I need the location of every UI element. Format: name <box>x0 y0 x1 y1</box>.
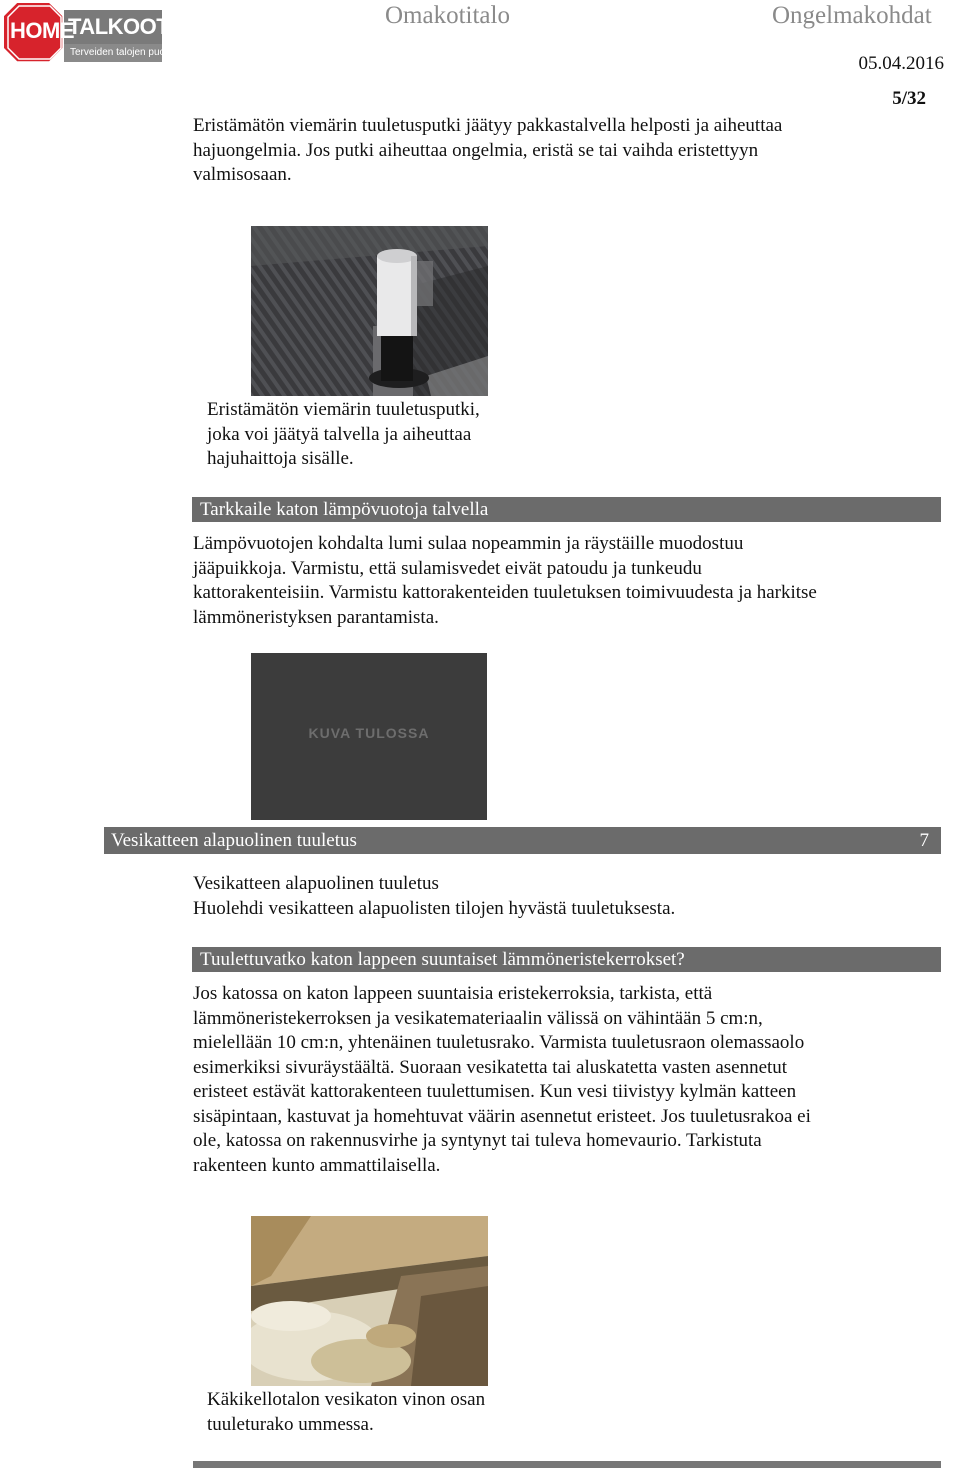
logo-word-home: HOME <box>10 18 74 43</box>
section2-line: Jos katossa on katon lappeen suuntaisia eristekerroksia, tarkista, että <box>193 983 713 1004</box>
subsection-heading: Vesikatteen alapuolinen tuuletus <box>193 873 439 894</box>
section2-line: sisäpintaan, kastuvat ja homehtuvat väärin asennetut eristeet. Jos tuuletusrakoa ei <box>193 1105 811 1127</box>
intro-paragraph <box>193 114 782 188</box>
section1-line: jääpuikkoja. Varmistu, että sulamisvedet eivät patoudu ja tunkeudu <box>193 557 702 579</box>
section1-line: Lämpövuotojen kohdalta lumi sulaa nopeammin ja räystäille muodostuu <box>193 533 744 554</box>
header-section: Ongelmakohdat <box>772 2 932 29</box>
section1-line: lämmöneristyksen parantamista. <box>193 606 439 628</box>
logo-word-talkoot: TALKOOT.FI <box>68 14 191 39</box>
image-placeholder <box>251 653 487 820</box>
section2-line: eristeet estävät kattorakenteen tuulettumisen. Kun vesi tiivistyy kylmän katteen <box>193 1081 797 1102</box>
intro-line: Eristämätön viemärin tuuletusputki jäätyy pakkastalvella helposti ja aiheuttaa <box>193 115 783 136</box>
subsection <box>193 872 675 921</box>
intro-line: valmisosaan. <box>193 164 292 185</box>
attic-photo-caption <box>207 1388 485 1437</box>
section1-line: kattorakenteisiin. Varmistu kattorakenteiden tuuletuksen toimivuudesta ja harkitse <box>193 582 817 603</box>
chapter-number: 7 <box>919 830 929 851</box>
section2-line: rakenteen kunto ammattilaisella. <box>193 1154 441 1176</box>
section2-line: lämmöneristekerroksen ja vesikatemateriaalin välissä on vähintään 5 cm:n, <box>193 1007 763 1029</box>
chapter-bar <box>104 827 941 854</box>
caption-line: Eristämätön viemärin tuuletusputki, <box>207 399 480 420</box>
section2-paragraph <box>193 982 811 1178</box>
chapter-title: Vesikatteen alapuolinen tuuletus <box>111 830 357 851</box>
section2-line: mielellään 10 cm:n, yhtenäinen tuuletusrako. Varmista tuuletusraon olemassaolo <box>193 1032 805 1053</box>
vent-pipe-photo <box>251 226 488 396</box>
section-heading-bar: Tuulettuvatko katon lappeen suuntaiset lämmöneristekerrokset? <box>192 947 941 972</box>
header-date: 05.04.2016 <box>858 53 944 74</box>
vent-pipe-caption <box>207 398 480 472</box>
caption-line: joka voi jäätyä talvella ja aiheuttaa <box>207 423 472 445</box>
hometalkoot-logo <box>4 2 191 64</box>
logo-tagline: Terveiden talojen puolesta <box>70 47 187 58</box>
section2-line: ole, katossa on rakennusvirhe ja syntynyt tai tuleva homevaurio. Tarkistuta <box>193 1130 762 1151</box>
caption-line: hajuhaittoja sisälle. <box>207 448 354 469</box>
attic-insulation-photo <box>251 1216 488 1386</box>
subsection-text: Huolehdi vesikatteen alapuolisten tilojen hyvästä tuuletuksesta. <box>193 897 676 919</box>
section-heading-bar: Tarkkaile katon lämpövuotoja talvella <box>192 497 941 522</box>
page-number: 5/32 <box>892 88 926 109</box>
caption-line: Käkikellotalon vesikaton vinon osan <box>207 1389 486 1410</box>
section1-paragraph <box>193 532 817 630</box>
placeholder-text: KUVA TULOSSA <box>308 725 430 741</box>
section2-line: esimerkiksi sivuräystäältä. Suoraan vesikatetta tai aluskatetta vasten asennetut <box>193 1056 788 1078</box>
caption-line: tuuleturako ummessa. <box>207 1413 374 1435</box>
intro-line: hajuongelmia. Jos putki aiheuttaa ongelmia, eristä se tai vaihda eristettyyn <box>193 139 759 161</box>
header-category: Omakotitalo <box>385 2 510 29</box>
footer-divider <box>193 1461 941 1468</box>
